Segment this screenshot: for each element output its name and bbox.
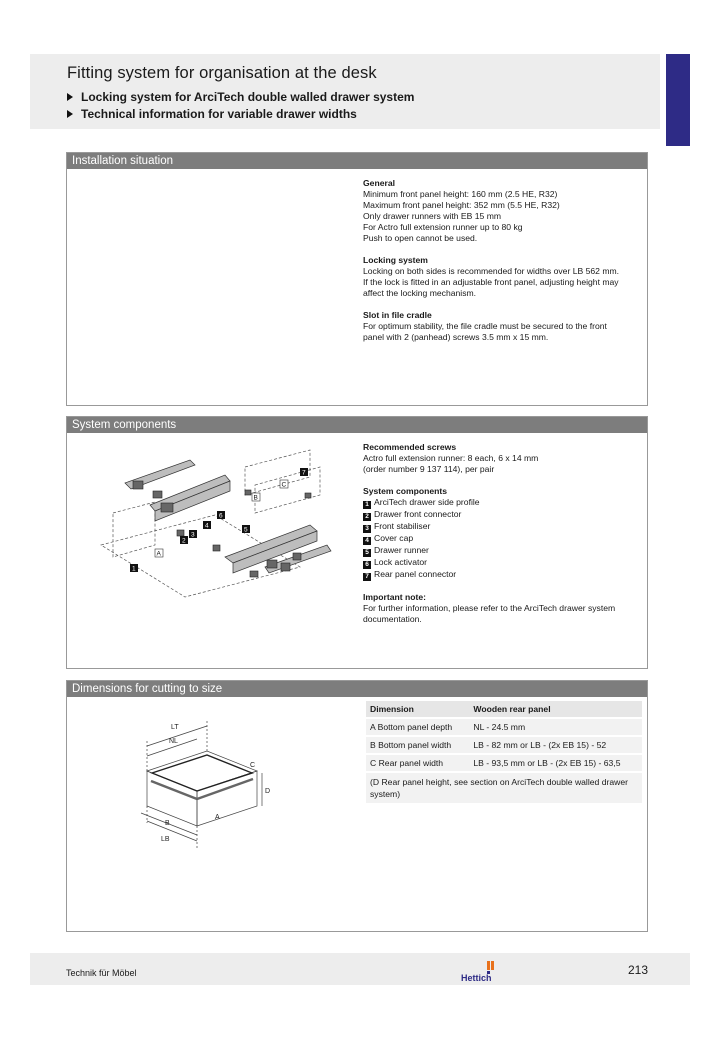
components-text: Recommended screws Actro full extension runner: 8 each, 6 x 14 mm (order number 9 137 114), per pair System components 1 ArciTech drawer side profile 2 Drawer front connector 3 Front stabiliser 4 Cover cap 5 Drawer runner 6 Lock activator 7 Rear panel connector Important note: For further information, please refer to the ArciTech drawer system documentation. bbox=[363, 442, 616, 624]
component-item: 5 Drawer runner bbox=[363, 545, 615, 557]
table-header-row: Dimension Wooden rear panel bbox=[366, 701, 642, 718]
diagram-label-1: 1 bbox=[132, 565, 136, 573]
triangle-bullet-icon bbox=[67, 110, 73, 118]
label-c: C bbox=[250, 762, 256, 769]
dimensions-table bbox=[366, 701, 642, 805]
page-footer bbox=[30, 953, 690, 985]
diagram-label-7: 7 bbox=[302, 469, 306, 477]
label-lt: LT bbox=[171, 724, 179, 731]
component-item: 3 Front stabiliser bbox=[363, 521, 615, 533]
diagram-label-4: 4 bbox=[205, 522, 209, 530]
installation-title: Installation situation bbox=[67, 153, 647, 169]
label-b: B bbox=[165, 820, 170, 827]
diagram-label-a: A bbox=[156, 550, 161, 558]
dimensions-title: Dimensions for cutting to size bbox=[67, 681, 647, 697]
table-row: B Bottom panel width LB - 82 mm or LB - (2x EB 15) - 52 bbox=[366, 736, 642, 754]
footer-text: Technik für Möbel bbox=[66, 968, 137, 978]
diagram-label-c: C bbox=[281, 481, 287, 489]
header-bullet-1: Locking system for ArciTech double walled drawer system bbox=[67, 90, 414, 104]
component-item: 7 Rear panel connector bbox=[363, 569, 615, 581]
diagram-label-3: 3 bbox=[191, 531, 195, 539]
components-title: System components bbox=[67, 417, 647, 433]
triangle-bullet-icon bbox=[67, 93, 73, 101]
chapter-tab bbox=[666, 54, 690, 146]
exploded-drawer-diagram bbox=[95, 445, 345, 605]
drawer-dimension-diagram bbox=[137, 711, 287, 861]
table-row: A Bottom panel depth NL - 24.5 mm bbox=[366, 718, 642, 736]
diagram-label-5: 5 bbox=[244, 526, 248, 534]
label-a: A bbox=[215, 814, 220, 821]
component-item: 1 ArciTech drawer side profile bbox=[363, 497, 615, 509]
component-item: 2 Drawer front connector bbox=[363, 509, 615, 521]
table-row: C Rear panel width LB - 93,5 mm or LB - (2x EB 15) - 63,5 bbox=[366, 754, 642, 772]
component-item: 4 Cover cap bbox=[363, 533, 615, 545]
hettich-logo bbox=[460, 959, 496, 983]
table-note-row: (D Rear panel height, see section on ArciTech double walled drawer system) bbox=[366, 772, 642, 804]
installation-text: General Minimum front panel height: 160 mm (2.5 HE, R32) Maximum front panel height: 352 mm (5.5 HE, R32) Only drawer runners with EB 15 mm For Actro full extension runner up to 80 kg Push to open cannot be used. Locking system Locking on both sides is recommended for widths over LB 562 mm. If the lock is fitted in an adjustable front panel, adjusting height may affect the locking mechanism. Slot in file cradle For optimum stability, the file cradle must be secured to the front panel with 2 (panhead) screws 3.5 mm x 15 mm. bbox=[363, 178, 620, 342]
svg-text:Hettich: Hettich bbox=[461, 973, 492, 983]
page-header bbox=[30, 54, 660, 129]
diagram-label-6: 6 bbox=[219, 512, 223, 520]
label-d: D bbox=[265, 788, 271, 795]
page-number: 213 bbox=[627, 963, 648, 977]
diagram-label-b: B bbox=[253, 494, 258, 502]
label-lb: LB bbox=[161, 836, 170, 843]
diagram-label-2: 2 bbox=[182, 537, 186, 545]
label-nl: NL bbox=[169, 738, 178, 745]
components-panel bbox=[66, 416, 648, 669]
installation-panel bbox=[66, 152, 648, 406]
page-title: Fitting system for organisation at the desk bbox=[67, 64, 377, 82]
header-bullet-2: Technical information for variable drawer widths bbox=[67, 107, 357, 121]
dimensions-panel bbox=[66, 680, 648, 932]
component-item: 6 Lock activator bbox=[363, 557, 615, 569]
